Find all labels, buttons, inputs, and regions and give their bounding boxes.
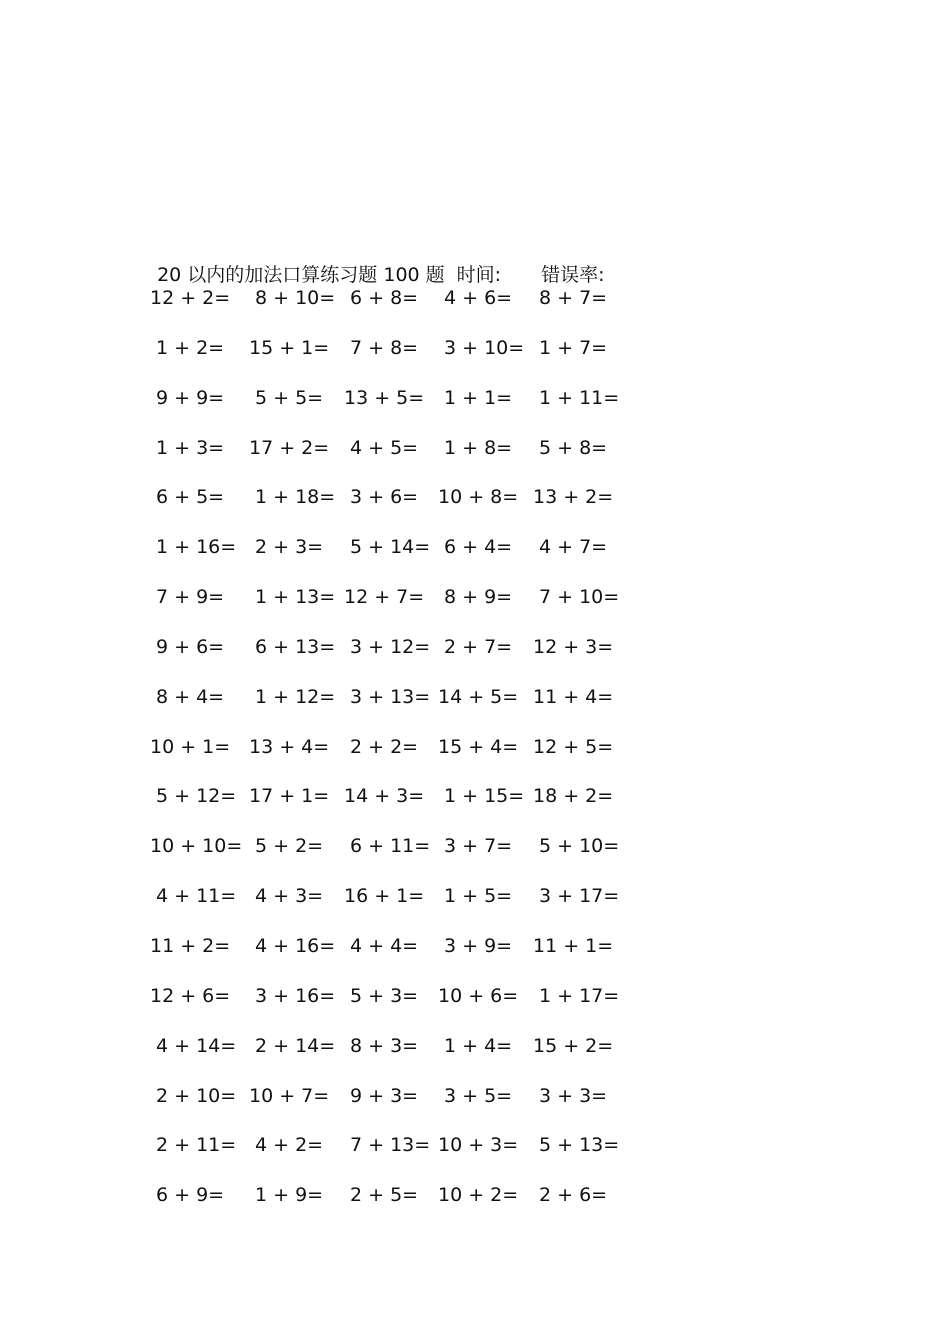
problem-item: 15 + 4= — [438, 735, 519, 758]
problem-item: 3 + 7= — [444, 835, 513, 858]
problem-row — [140, 633, 640, 683]
problem-row — [140, 882, 640, 932]
problem-item: 6 + 11= — [350, 835, 431, 858]
problem-item: 12 + 5= — [533, 735, 614, 758]
problem-item: 18 + 2= — [533, 785, 614, 808]
problem-item: 9 + 6= — [156, 635, 225, 658]
problem-item: 7 + 8= — [350, 336, 419, 359]
problem-item: 3 + 6= — [350, 486, 419, 509]
problem-item: 8 + 3= — [350, 1034, 419, 1057]
problem-row — [140, 1131, 640, 1181]
problem-item: 2 + 14= — [255, 1034, 336, 1057]
problem-row — [140, 932, 640, 982]
problem-item: 1 + 4= — [444, 1034, 513, 1057]
problem-item: 2 + 2= — [350, 735, 419, 758]
problem-item: 12 + 7= — [344, 586, 425, 609]
problem-item: 4 + 4= — [350, 934, 419, 957]
problem-item: 12 + 2= — [150, 287, 231, 309]
problem-row — [140, 384, 640, 434]
problem-item: 4 + 7= — [539, 536, 608, 559]
problem-item: 8 + 4= — [156, 685, 225, 708]
problem-item: 5 + 14= — [350, 536, 431, 559]
problem-grid — [140, 284, 640, 1231]
problem-item: 1 + 2= — [156, 336, 225, 359]
problem-item: 14 + 5= — [438, 685, 519, 708]
problem-item: 1 + 18= — [255, 486, 336, 509]
problem-item: 17 + 2= — [249, 436, 330, 459]
problem-item: 16 + 1= — [344, 885, 425, 908]
problem-row — [140, 832, 640, 882]
problem-item: 12 + 6= — [150, 984, 231, 1007]
problem-item: 3 + 13= — [350, 685, 431, 708]
problem-item: 1 + 5= — [444, 885, 513, 908]
problem-item: 1 + 1= — [444, 386, 513, 409]
problem-row — [140, 1032, 640, 1082]
problem-item: 3 + 9= — [444, 934, 513, 957]
problem-row — [140, 982, 640, 1032]
problem-item: 10 + 1= — [150, 735, 231, 758]
problem-item: 3 + 12= — [350, 635, 431, 658]
problem-item: 3 + 17= — [539, 885, 620, 908]
problem-item: 13 + 2= — [533, 486, 614, 509]
problem-item: 2 + 11= — [156, 1134, 237, 1157]
problem-item: 7 + 10= — [539, 586, 620, 609]
problem-item: 1 + 16= — [156, 536, 237, 559]
problem-item: 11 + 4= — [533, 685, 614, 708]
problem-item: 5 + 3= — [350, 984, 419, 1007]
problem-item: 1 + 17= — [539, 984, 620, 1007]
problem-item: 2 + 7= — [444, 635, 513, 658]
page-title — [145, 236, 604, 288]
problem-item: 17 + 1= — [249, 785, 330, 808]
problem-item: 8 + 9= — [444, 586, 513, 609]
problem-item: 3 + 5= — [444, 1084, 513, 1107]
problem-row — [140, 1181, 640, 1231]
problem-item: 2 + 3= — [255, 536, 324, 559]
problem-item: 13 + 4= — [249, 735, 330, 758]
problem-item: 1 + 12= — [255, 685, 336, 708]
problem-item: 12 + 3= — [533, 635, 614, 658]
problem-item: 15 + 2= — [533, 1034, 614, 1057]
problem-item: 6 + 5= — [156, 486, 225, 509]
problem-item: 4 + 6= — [444, 287, 513, 309]
problem-item: 1 + 15= — [444, 785, 525, 808]
problem-item: 4 + 3= — [255, 885, 324, 908]
problem-item: 1 + 11= — [539, 386, 620, 409]
problem-row — [140, 483, 640, 533]
problem-row — [140, 533, 640, 583]
problem-item: 1 + 13= — [255, 586, 336, 609]
problem-row — [140, 284, 640, 334]
problem-row — [140, 782, 640, 832]
problem-item: 14 + 3= — [344, 785, 425, 808]
problem-item: 3 + 16= — [255, 984, 336, 1007]
problem-item: 4 + 14= — [156, 1034, 237, 1057]
problem-item: 6 + 8= — [350, 287, 419, 309]
problem-item: 9 + 3= — [350, 1084, 419, 1107]
problem-item: 5 + 12= — [156, 785, 237, 808]
problem-item: 4 + 16= — [255, 934, 336, 957]
problem-item: 13 + 5= — [344, 386, 425, 409]
problem-item: 10 + 7= — [249, 1084, 330, 1107]
problem-item: 3 + 10= — [444, 336, 525, 359]
problem-item: 5 + 10= — [539, 835, 620, 858]
error-rate-label: 错误率: — [541, 264, 605, 286]
problem-row — [140, 1082, 640, 1132]
problem-item: 8 + 7= — [539, 287, 608, 309]
problem-item: 6 + 4= — [444, 536, 513, 559]
problem-item: 11 + 1= — [533, 934, 614, 957]
problem-item: 1 + 3= — [156, 436, 225, 459]
problem-item: 10 + 6= — [438, 984, 519, 1007]
problem-item: 8 + 10= — [255, 287, 336, 309]
problem-item: 10 + 2= — [438, 1184, 519, 1207]
worksheet-title: 20 以内的加法口算练习题 100 题 — [157, 264, 445, 286]
problem-item: 10 + 10= — [150, 835, 243, 858]
problem-item: 2 + 6= — [539, 1184, 608, 1207]
problem-item: 3 + 3= — [539, 1084, 608, 1107]
problem-item: 5 + 13= — [539, 1134, 620, 1157]
problem-row — [140, 683, 640, 733]
problem-item: 7 + 13= — [350, 1134, 431, 1157]
problem-item: 6 + 9= — [156, 1184, 225, 1207]
problem-item: 6 + 13= — [255, 635, 336, 658]
problem-item: 2 + 5= — [350, 1184, 419, 1207]
problem-item: 7 + 9= — [156, 586, 225, 609]
problem-item: 5 + 8= — [539, 436, 608, 459]
problem-item: 1 + 8= — [444, 436, 513, 459]
problem-row — [140, 334, 640, 384]
problem-item: 10 + 8= — [438, 486, 519, 509]
problem-item: 10 + 3= — [438, 1134, 519, 1157]
problem-item: 15 + 1= — [249, 336, 330, 359]
problem-item: 4 + 5= — [350, 436, 419, 459]
problem-item: 5 + 2= — [255, 835, 324, 858]
problem-row — [140, 583, 640, 633]
problem-item: 5 + 5= — [255, 386, 324, 409]
problem-row — [140, 434, 640, 484]
problem-row — [140, 733, 640, 783]
problem-item: 1 + 7= — [539, 336, 608, 359]
problem-item: 11 + 2= — [150, 934, 231, 957]
time-label: 时间: — [456, 264, 502, 286]
problem-item: 4 + 2= — [255, 1134, 324, 1157]
problem-item: 4 + 11= — [156, 885, 237, 908]
problem-item: 1 + 9= — [255, 1184, 324, 1207]
problem-item: 9 + 9= — [156, 386, 225, 409]
problem-item: 2 + 10= — [156, 1084, 237, 1107]
